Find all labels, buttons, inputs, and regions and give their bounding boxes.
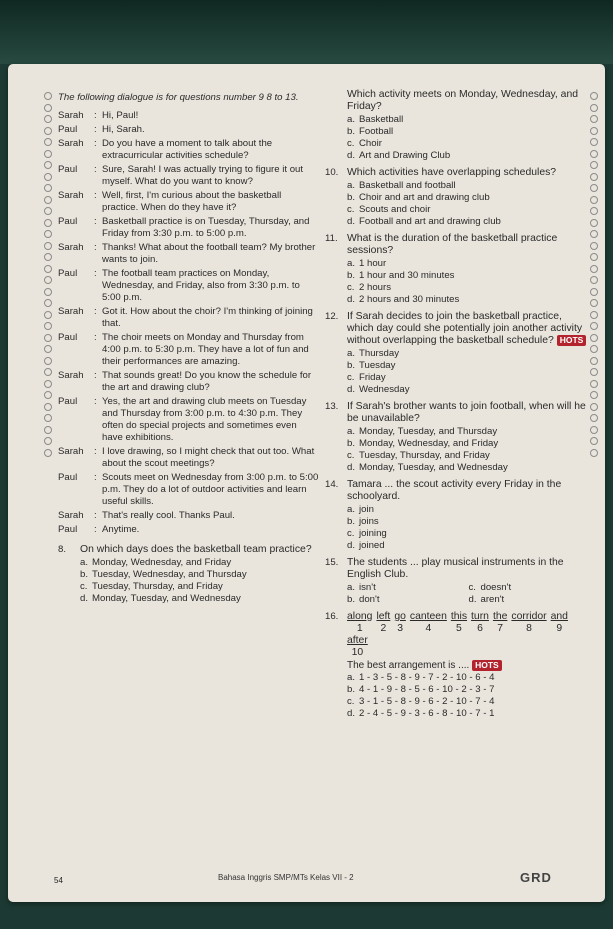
option-text: Tuesday bbox=[359, 360, 396, 371]
coil-ring bbox=[590, 403, 598, 411]
option-letter: d. bbox=[347, 150, 356, 161]
left-column bbox=[58, 92, 320, 610]
option-text: 1 - 3 - 5 - 8 - 9 - 7 - 2 - 10 - 6 - 4 bbox=[359, 672, 495, 683]
word-item bbox=[347, 611, 372, 635]
dialogue-line: Sarah : That's really cool. Thanks Paul. bbox=[58, 510, 320, 522]
word: go bbox=[394, 611, 406, 622]
option bbox=[347, 192, 590, 204]
coil-ring bbox=[590, 196, 598, 204]
coil-ring bbox=[44, 184, 52, 192]
coil-ring bbox=[44, 150, 52, 158]
coil-ring bbox=[44, 357, 52, 365]
word-item bbox=[347, 635, 368, 659]
option-letter: a. bbox=[347, 180, 356, 191]
question-number: 11. bbox=[325, 233, 338, 244]
question-15 bbox=[325, 557, 590, 606]
coil-ring bbox=[590, 207, 598, 215]
dialogue-line: Sarah : Well, first, I'm curious about the basketball practice. When do they have it? bbox=[58, 190, 320, 214]
question-text: What is the duration of the basketball practice sessions? bbox=[347, 233, 558, 256]
option bbox=[347, 270, 590, 282]
coil-ring bbox=[590, 288, 598, 296]
option-letter: d. bbox=[80, 593, 89, 604]
coil-ring bbox=[590, 368, 598, 376]
option-text: 4 - 1 - 9 - 8 - 5 - 6 - 10 - 2 - 3 - 7 bbox=[359, 684, 495, 695]
word: after bbox=[347, 635, 368, 646]
question-14 bbox=[325, 479, 590, 552]
dialogue-line: Paul : The football team practices on Monday, Wednesday, and Friday, also from 3:30 p.m. to 5:00 p.m. bbox=[58, 268, 320, 304]
coil-ring bbox=[590, 357, 598, 365]
question-text: The students ... play musical instruments in the English Club. bbox=[347, 557, 564, 580]
speaker-name: Paul bbox=[58, 396, 78, 407]
option-text: 1 hour bbox=[359, 258, 387, 269]
question-number: 14. bbox=[325, 479, 339, 490]
coil-ring bbox=[590, 380, 598, 388]
question-number: 12. bbox=[325, 311, 339, 322]
right-column bbox=[325, 89, 590, 725]
dialogue-text: The choir meets on Monday and Thursday from 4:00 p.m. to 5:30 p.m. They have a lot of fun and their performances are amazing. bbox=[102, 332, 309, 367]
coil-ring bbox=[44, 242, 52, 250]
question-number: 15. bbox=[325, 557, 339, 568]
speaker-name: Sarah bbox=[58, 306, 84, 317]
option-letter: b. bbox=[347, 126, 356, 137]
speaker-name: Sarah bbox=[58, 370, 84, 381]
option bbox=[347, 708, 590, 720]
coil-ring bbox=[44, 426, 52, 434]
option-letter: b. bbox=[80, 569, 89, 580]
word-number: 9 bbox=[556, 623, 563, 634]
coil-ring bbox=[44, 253, 52, 261]
coil-ring bbox=[44, 115, 52, 123]
option-letter: b. bbox=[347, 684, 356, 695]
coil-ring bbox=[590, 138, 598, 146]
speaker-name: Paul bbox=[58, 164, 78, 175]
option-letter: a. bbox=[80, 557, 89, 568]
coil-ring bbox=[44, 161, 52, 169]
coil-ring bbox=[44, 276, 52, 284]
option-text: doesn't bbox=[480, 582, 512, 593]
speaker-name: Sarah bbox=[58, 510, 84, 521]
option-letter: a. bbox=[347, 348, 356, 359]
option bbox=[347, 216, 590, 228]
coil-ring bbox=[44, 207, 52, 215]
speaker-name: Paul bbox=[58, 124, 78, 135]
speaker-name: Sarah bbox=[58, 242, 84, 253]
question-text: Tamara ... the scout activity every Friday in the schoolyard. bbox=[347, 479, 562, 502]
options-list bbox=[347, 672, 590, 720]
word-number: 8 bbox=[526, 623, 532, 634]
coil-ring bbox=[44, 92, 52, 100]
option-letter: d. bbox=[347, 384, 356, 395]
question-13 bbox=[325, 401, 590, 474]
dialogue-text: Yes, the art and drawing club meets on Tuesday and Thursday from 3:00 p.m. to 4:30 p.m. They often do special projects and sometimes even have exhibitions. bbox=[102, 396, 307, 443]
question-text: If Sarah's brother wants to join football, when will he be unavailable? bbox=[347, 401, 586, 424]
publisher-logo: GRD bbox=[520, 870, 552, 885]
dialogue-line: Paul : Yes, the art and drawing club meets on Tuesday and Thursday from 3:00 p.m. to 4:30 p.m. They often do special projects and sometimes even have exhibitions. bbox=[58, 396, 320, 444]
dialogue-line: Paul : Hi, Sarah. bbox=[58, 124, 320, 136]
option-text: Football bbox=[359, 126, 394, 137]
option-text: Thursday bbox=[359, 348, 399, 359]
coil-ring bbox=[44, 414, 52, 422]
question-text: Which activities have overlapping schedules? bbox=[347, 167, 557, 178]
option bbox=[347, 438, 590, 450]
coil-ring bbox=[590, 345, 598, 353]
word-number: 3 bbox=[397, 623, 403, 634]
option-letter: c. bbox=[347, 450, 355, 461]
question-12 bbox=[325, 311, 590, 396]
option bbox=[347, 258, 590, 270]
book-title: Bahasa Inggris SMP/MTs Kelas VII - 2 bbox=[218, 873, 354, 882]
dialogue-text: That sounds great! Do you know the schedule for the art and drawing club? bbox=[102, 370, 312, 393]
speaker-name: Sarah bbox=[58, 446, 84, 457]
speaker-name: Paul bbox=[58, 472, 78, 483]
option bbox=[347, 282, 590, 294]
option-text: don't bbox=[359, 594, 380, 605]
hots-badge: HOTS bbox=[557, 335, 587, 346]
dialogue-line: Paul : The choir meets on Monday and Thursday from 4:00 p.m. to 5:30 p.m. They have a lot of fun and their performances are amazing. bbox=[58, 332, 320, 368]
word-item bbox=[493, 611, 507, 635]
option-letter: c. bbox=[347, 372, 355, 383]
question-10 bbox=[325, 167, 590, 228]
dialogue-text: Basketball practice is on Tuesday, Thursday, and Friday from 3:30 p.m. to 5:00 p.m. bbox=[102, 216, 310, 239]
coil-ring bbox=[44, 127, 52, 135]
coil-ring bbox=[590, 449, 598, 457]
question-8 bbox=[58, 544, 320, 605]
word-item bbox=[551, 611, 568, 635]
word: this bbox=[450, 611, 468, 622]
option bbox=[347, 696, 590, 708]
dialogue-text: I love drawing, so I might check that out too. What about the scout meetings? bbox=[102, 446, 315, 469]
options-list bbox=[347, 504, 590, 552]
coil-ring bbox=[44, 230, 52, 238]
coil-ring bbox=[590, 414, 598, 422]
option-letter: c. bbox=[347, 138, 355, 149]
options-list bbox=[347, 258, 590, 306]
dialogue-text: Sure, Sarah! I was actually trying to figure it out myself. What do you want to know? bbox=[102, 164, 304, 187]
option-letter: d. bbox=[347, 462, 356, 473]
option-text: Tuesday, Thursday, and Friday bbox=[92, 581, 223, 592]
word: and bbox=[550, 611, 568, 622]
options-list bbox=[347, 348, 590, 396]
option bbox=[347, 294, 590, 306]
question-16 bbox=[325, 611, 590, 720]
word-number: 10 bbox=[351, 647, 364, 658]
question-number: 8. bbox=[58, 544, 67, 555]
option-text: Friday bbox=[359, 372, 386, 383]
coil-ring bbox=[590, 219, 598, 227]
question-text: If Sarah decides to join the basketball practice, which day could she potentially join another activity without overlapping the basketball schedule? bbox=[347, 311, 583, 346]
options-list bbox=[80, 557, 320, 605]
hots-badge: HOTS bbox=[472, 660, 502, 671]
question-9 bbox=[325, 89, 590, 162]
option bbox=[347, 138, 590, 150]
word-number: 1 bbox=[356, 623, 363, 634]
option-letter: a. bbox=[347, 114, 356, 125]
word-item bbox=[410, 611, 447, 635]
speaker-name: Paul bbox=[58, 268, 78, 279]
word: along bbox=[347, 611, 373, 622]
coil-ring bbox=[590, 276, 598, 284]
coil-ring bbox=[44, 391, 52, 399]
coil-ring bbox=[590, 311, 598, 319]
word-item bbox=[471, 611, 489, 635]
option bbox=[347, 426, 590, 438]
dialogue-line: Sarah : I love drawing, so I might check that out too. What about the scout meetings? bbox=[58, 446, 320, 470]
question-text: Which activity meets on Monday, Wednesday, and Friday? bbox=[347, 89, 579, 112]
option-text: Monday, Tuesday, and Wednesday bbox=[359, 462, 508, 473]
option-letter: b. bbox=[347, 192, 356, 203]
option-text: Tuesday, Thursday, and Friday bbox=[359, 450, 490, 461]
option bbox=[347, 462, 590, 474]
option-text: Tuesday, Wednesday, and Thursday bbox=[92, 569, 247, 580]
word: the bbox=[492, 611, 508, 622]
option bbox=[347, 540, 590, 552]
word-number: 4 bbox=[425, 623, 432, 634]
dialogue-line: Sarah : Got it. How about the choir? I'm thinking of joining that. bbox=[58, 306, 320, 330]
option-letter: d. bbox=[347, 540, 356, 551]
option-text: Monday, Wednesday, and Friday bbox=[92, 557, 232, 568]
coil-ring bbox=[44, 299, 52, 307]
speaker-name: Sarah bbox=[58, 138, 84, 149]
word-item bbox=[394, 611, 406, 635]
option-text: 2 hours bbox=[359, 282, 391, 293]
option-text: Choir bbox=[359, 138, 382, 149]
options-list: a. isn't c. doesn't b. don't d. aren't bbox=[347, 582, 512, 605]
dialogue-text: That's really cool. Thanks Paul. bbox=[102, 510, 235, 521]
option bbox=[80, 557, 320, 569]
option-letter: d. bbox=[347, 708, 356, 719]
option-letter: a. bbox=[347, 504, 356, 515]
dialogue-line: Paul : Anytime. bbox=[58, 524, 320, 536]
dialogue-text: Anytime. bbox=[102, 524, 140, 535]
option-letter: a. bbox=[347, 258, 356, 269]
option-letter: b. bbox=[347, 270, 356, 281]
word-item bbox=[451, 611, 467, 635]
dialogue-text: Thanks! What about the football team? My brother wants to join. bbox=[102, 242, 316, 265]
option-text: isn't bbox=[359, 582, 376, 593]
word: left bbox=[376, 611, 391, 622]
option bbox=[347, 126, 590, 138]
options-list bbox=[347, 114, 590, 162]
dialogue-text: Hi, Sarah. bbox=[102, 124, 145, 135]
coil-ring bbox=[590, 184, 598, 192]
coil-ring bbox=[590, 253, 598, 261]
option bbox=[347, 384, 590, 396]
speaker-name: Sarah bbox=[58, 110, 84, 121]
coil-ring bbox=[590, 265, 598, 273]
word-list bbox=[347, 611, 590, 659]
option bbox=[347, 528, 590, 540]
speaker-name: Paul bbox=[58, 332, 78, 343]
coil-ring bbox=[44, 380, 52, 388]
option-letter: c. bbox=[347, 282, 355, 293]
word-item bbox=[376, 611, 390, 635]
coil-ring bbox=[44, 173, 52, 181]
coil-ring bbox=[590, 115, 598, 123]
page-number: 54 bbox=[54, 876, 63, 885]
coil-ring bbox=[44, 334, 52, 342]
option-text: Basketball and football bbox=[359, 180, 456, 191]
coil-ring bbox=[44, 403, 52, 411]
option-text: 2 hours and 30 minutes bbox=[359, 294, 460, 305]
coil-ring bbox=[44, 449, 52, 457]
coil-ring bbox=[44, 219, 52, 227]
option-text: 3 - 1 - 5 - 8 - 9 - 6 - 2 - 10 - 7 - 4 bbox=[359, 696, 495, 707]
coil-ring bbox=[590, 322, 598, 330]
word: turn bbox=[471, 611, 489, 622]
speaker-name: Paul bbox=[58, 216, 78, 227]
option-letter: b. bbox=[347, 516, 356, 527]
dialogue-line: Paul : Sure, Sarah! I was actually trying to figure it out myself. What do you want to know? bbox=[58, 164, 320, 188]
question-number: 16. bbox=[325, 611, 339, 622]
option bbox=[347, 348, 590, 360]
question-text: The best arrangement is .... bbox=[347, 660, 470, 671]
question-text: On which days does the basketball team practice? bbox=[80, 544, 312, 555]
option bbox=[347, 204, 590, 216]
dialogue-line: Paul : Scouts meet on Wednesday from 3:00 p.m. to 5:00 p.m. They do a lot of outdoor activities and learn useful skills. bbox=[58, 472, 319, 507]
word-number: 5 bbox=[456, 623, 462, 634]
option-text: joined bbox=[359, 540, 385, 551]
option-text: Football and art and drawing club bbox=[359, 216, 501, 227]
coil-ring bbox=[590, 230, 598, 238]
option-text: Choir and art and drawing club bbox=[359, 192, 490, 203]
word-item bbox=[511, 611, 546, 635]
option-text: 2 - 4 - 5 - 9 - 3 - 6 - 8 - 10 - 7 - 1 bbox=[359, 708, 495, 719]
dialogue-line: Paul : Basketball practice is on Tuesday, Thursday, and Friday from 3:30 p.m. to 5:00 p.m. bbox=[58, 216, 320, 240]
coil-ring bbox=[590, 161, 598, 169]
option-text: Scouts and choir bbox=[359, 204, 431, 215]
option-letter: c. bbox=[80, 581, 88, 592]
option-text: Basketball bbox=[359, 114, 404, 125]
word-number: 2 bbox=[380, 623, 387, 634]
dialogue-line: Sarah : Thanks! What about the football team? My brother wants to join. bbox=[58, 242, 320, 266]
option-letter: b. bbox=[347, 438, 356, 449]
option bbox=[347, 516, 590, 528]
option bbox=[347, 504, 590, 516]
dialogue-text: Scouts meet on Wednesday from 3:00 p.m. to 5:00 p.m. They do a lot of outdoor activities and learn useful skills. bbox=[102, 472, 319, 507]
coil-ring bbox=[590, 127, 598, 135]
options-list bbox=[347, 180, 590, 228]
option-letter: a. bbox=[347, 672, 356, 683]
dialogue-text: Well, first, I'm curious about the basketball practice. When do they have it? bbox=[102, 190, 282, 213]
dialogue-text: Got it. How about the choir? I'm thinking of joining that. bbox=[102, 306, 313, 329]
option-text: 1 hour and 30 minutes bbox=[359, 270, 455, 281]
word: canteen bbox=[409, 611, 447, 622]
dialogue-text: Do you have a moment to talk about the extracurricular activities schedule? bbox=[102, 138, 273, 161]
option-text: Monday, Tuesday, and Thursday bbox=[359, 426, 498, 437]
option-text: joins bbox=[359, 516, 379, 527]
option-letter: d. bbox=[347, 216, 356, 227]
option bbox=[347, 372, 590, 384]
option bbox=[347, 684, 590, 696]
word-number: 7 bbox=[497, 623, 504, 634]
dialogue bbox=[58, 110, 320, 536]
options-list bbox=[347, 426, 590, 474]
dialogue-intro: The following dialogue is for questions number 9 8 to 13. bbox=[58, 92, 299, 103]
dialogue-line: Sarah : Hi, Paul! bbox=[58, 110, 320, 122]
coil-ring bbox=[44, 104, 52, 112]
option-text: Monday, Tuesday, and Wednesday bbox=[92, 593, 241, 604]
option bbox=[347, 150, 590, 162]
option-text: aren't bbox=[480, 594, 505, 605]
option-letter: c. bbox=[347, 696, 355, 707]
option bbox=[80, 593, 320, 605]
option bbox=[347, 360, 590, 372]
dialogue-text: Hi, Paul! bbox=[102, 110, 139, 121]
coil-ring bbox=[44, 345, 52, 353]
option bbox=[347, 450, 590, 462]
dialogue-line: Sarah : Do you have a moment to talk about the extracurricular activities schedule? bbox=[58, 138, 320, 162]
speaker-name: Paul bbox=[58, 524, 78, 535]
question-number: 13. bbox=[325, 401, 339, 412]
coil-ring bbox=[44, 322, 52, 330]
option bbox=[347, 672, 590, 684]
word: corridor bbox=[511, 611, 547, 622]
coil-ring bbox=[44, 311, 52, 319]
option-letter: c. bbox=[347, 528, 355, 539]
background-top bbox=[0, 0, 613, 64]
coil-ring bbox=[44, 196, 52, 204]
option-text: Monday, Wednesday, and Friday bbox=[359, 438, 499, 449]
coil-ring bbox=[590, 242, 598, 250]
coil-ring bbox=[44, 138, 52, 146]
option bbox=[347, 180, 590, 192]
question-number: 10. bbox=[325, 167, 339, 178]
coil-ring bbox=[590, 150, 598, 158]
question-11 bbox=[325, 233, 590, 306]
coil-ring bbox=[590, 334, 598, 342]
coil-ring bbox=[44, 437, 52, 445]
option-text: joining bbox=[359, 528, 387, 539]
option bbox=[80, 569, 320, 581]
option bbox=[347, 114, 590, 126]
coil-ring bbox=[590, 426, 598, 434]
coil-ring bbox=[44, 288, 52, 296]
word-number: 6 bbox=[477, 623, 483, 634]
option-letter: d. bbox=[347, 294, 356, 305]
coil-ring bbox=[44, 265, 52, 273]
option-text: join bbox=[359, 504, 374, 515]
option-letter: c. bbox=[347, 204, 355, 215]
option-letter: a. bbox=[347, 426, 356, 437]
dialogue-line: Sarah : That sounds great! Do you know the schedule for the art and drawing club? bbox=[58, 370, 320, 394]
coil-ring bbox=[590, 92, 598, 100]
coil-ring bbox=[590, 437, 598, 445]
coil-ring bbox=[590, 299, 598, 307]
coil-ring bbox=[590, 104, 598, 112]
coil-ring bbox=[590, 173, 598, 181]
option-letter: b. bbox=[347, 360, 356, 371]
option bbox=[80, 581, 320, 593]
coil-ring bbox=[590, 391, 598, 399]
coil-ring bbox=[44, 368, 52, 376]
dialogue-text: The football team practices on Monday, Wednesday, and Friday, also from 3:30 p.m. to 5:00 p.m. bbox=[102, 268, 300, 303]
option-text: Wednesday bbox=[359, 384, 410, 395]
speaker-name: Sarah bbox=[58, 190, 84, 201]
option-text: Art and Drawing Club bbox=[359, 150, 451, 161]
